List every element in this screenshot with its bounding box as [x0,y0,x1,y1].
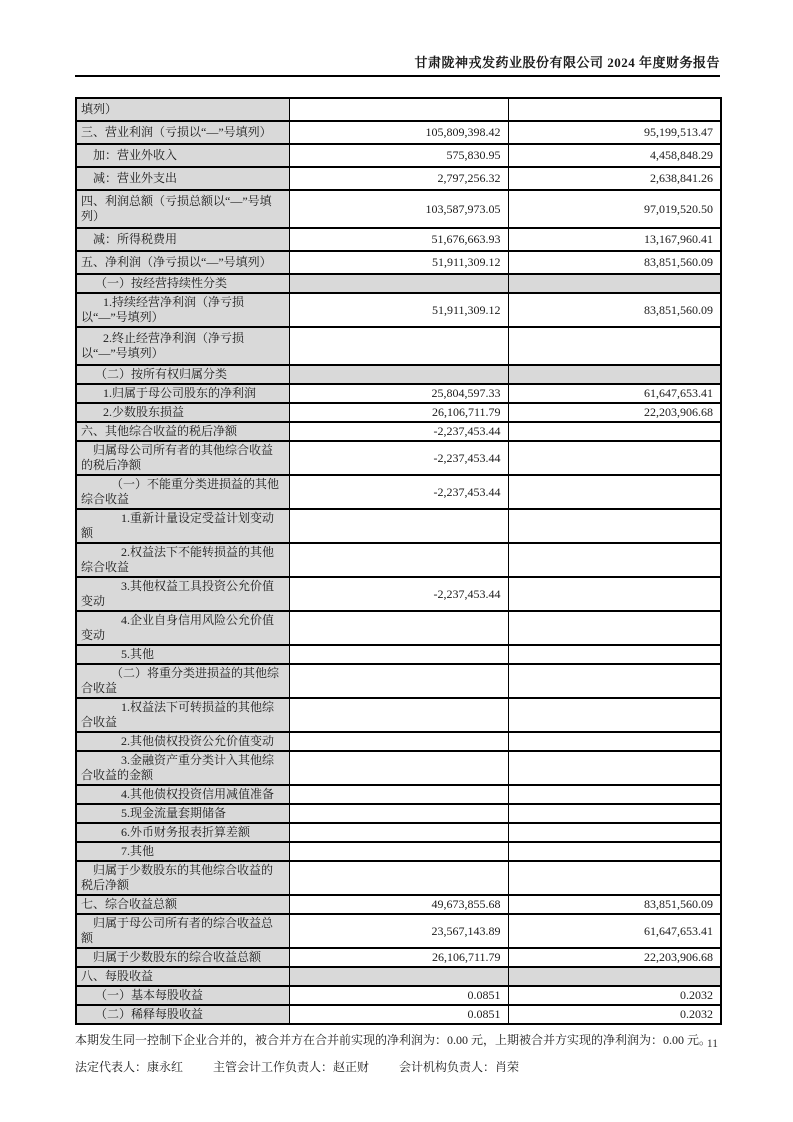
current-period-value [289,823,508,842]
table-row [76,842,721,861]
current-period-value [289,365,508,384]
prior-period-value [508,509,721,543]
prior-period-value: 83,851,560.09 [508,293,721,327]
current-period-value [289,611,508,645]
prior-period-value [508,543,721,577]
current-period-value [289,327,508,365]
row-label: 1.归属于母公司股东的净利润 [76,384,289,403]
current-period-value: 2,797,256.32 [289,167,508,190]
prior-period-value: 22,203,906.68 [508,948,721,967]
row-label: 归属于少数股东的其他综合收益的税后净额 [76,861,289,895]
prior-period-value [508,732,721,751]
row-label: 五、净利润（净亏损以“—”号填列） [76,251,289,274]
current-period-value [289,785,508,804]
prior-period-value: 13,167,960.41 [508,228,721,251]
prior-period-value: 83,851,560.09 [508,251,721,274]
table-row [76,190,721,228]
table-row [76,785,721,804]
income-statement-table [75,97,722,1025]
row-label: 4.其他债权投资信用减值准备 [76,785,289,804]
table-row [76,274,721,293]
row-label: （一）基本每股收益 [76,986,289,1005]
current-period-value: 0.0851 [289,1005,508,1024]
signature-line [75,1058,720,1075]
row-label: 2.权益法下不能转损益的其他综合收益 [76,543,289,577]
row-label: 六、其他综合收益的税后净额 [76,422,289,441]
prior-period-value [508,441,721,475]
page-content [75,0,720,1075]
row-label: 1.持续经营净利润（净亏损以“—”号填列） [76,293,289,327]
prior-period-value: 0.2032 [508,986,721,1005]
prior-period-value [508,422,721,441]
current-period-value [289,98,508,121]
row-label: 2.少数股东损益 [76,403,289,422]
prior-period-value [508,842,721,861]
table-row [76,441,721,475]
table-row [76,861,721,895]
row-label: 5.现金流量套期储备 [76,804,289,823]
current-period-value: 49,673,855.68 [289,895,508,914]
table-row [76,403,721,422]
table-row [76,228,721,251]
prior-period-value: 0.2032 [508,1005,721,1024]
table-row [76,751,721,785]
row-label: 归属母公司所有者的其他综合收益的税后净额 [76,441,289,475]
current-period-value: 575,830.95 [289,144,508,167]
income-statement-body [76,98,721,1024]
table-row [76,293,721,327]
row-label: （二）按所有权归属分类 [76,365,289,384]
row-label: 5.其他 [76,645,289,664]
prior-period-value [508,365,721,384]
table-row [76,1005,721,1024]
table-row [76,914,721,948]
row-label: （一）不能重分类进损益的其他综合收益 [76,475,289,509]
current-period-value: 0.0851 [289,986,508,1005]
current-period-value [289,861,508,895]
prior-period-value [508,645,721,664]
table-row [76,823,721,842]
prior-period-value: 2,638,841.26 [508,167,721,190]
current-period-value: 51,676,663.93 [289,228,508,251]
table-row [76,664,721,698]
table-row [76,895,721,914]
table-row [76,384,721,403]
table-row [76,144,721,167]
prior-period-value [508,98,721,121]
table-row [76,543,721,577]
row-label: （二）将重分类进损益的其他综合收益 [76,664,289,698]
table-row [76,98,721,121]
current-period-value [289,751,508,785]
chief-accounting-officer: 主管会计工作负责人：赵正财 [213,1060,370,1074]
prior-period-value [508,577,721,611]
current-period-value [289,509,508,543]
row-label: 归属于少数股东的综合收益总额 [76,948,289,967]
page-number: 11 [706,1038,718,1050]
merger-footnote: 本期发生同一控制下企业合并的，被合并方在合并前实现的净利润为：0.00 元，上期被合并方实现的净利润为：0.00 元。 [75,1033,712,1047]
table-row [76,509,721,543]
current-period-value [289,842,508,861]
table-row [76,948,721,967]
table-row [76,611,721,645]
row-label: 3.其他权益工具投资公允价值变动 [76,577,289,611]
current-period-value [289,804,508,823]
row-label: 3.金融资产重分类计入其他综合收益的金额 [76,751,289,785]
current-period-value: 26,106,711.79 [289,403,508,422]
row-label: 7.其他 [76,842,289,861]
prior-period-value [508,274,721,293]
table-row [76,327,721,365]
prior-period-value [508,327,721,365]
row-label: 减：营业外支出 [76,167,289,190]
prior-period-value [508,823,721,842]
row-label: 八、每股收益 [76,967,289,986]
table-row [76,732,721,751]
current-period-value: -2,237,453.44 [289,475,508,509]
table-row [76,645,721,664]
current-period-value: 25,804,597.33 [289,384,508,403]
table-row [76,475,721,509]
current-period-value [289,274,508,293]
header-divider [75,75,720,77]
table-row [76,698,721,732]
table-row [76,986,721,1005]
row-label: 归属于母公司所有者的综合收益总额 [76,914,289,948]
document-header [75,0,720,71]
prior-period-value: 95,199,513.47 [508,121,721,144]
table-row [76,804,721,823]
prior-period-value [508,611,721,645]
current-period-value: 23,567,143.89 [289,914,508,948]
row-label: （一）按经营持续性分类 [76,274,289,293]
prior-period-value: 97,019,520.50 [508,190,721,228]
current-period-value: 105,809,398.42 [289,121,508,144]
prior-period-value: 83,851,560.09 [508,895,721,914]
table-row [76,251,721,274]
row-label: 七、综合收益总额 [76,895,289,914]
table-row [76,121,721,144]
prior-period-value: 22,203,906.68 [508,403,721,422]
current-period-value: 51,911,309.12 [289,251,508,274]
table-row [76,577,721,611]
row-label: 4.企业自身信用风险公允价值变动 [76,611,289,645]
current-period-value [289,967,508,986]
row-label: 2.终止经营净利润（净亏损以“—”号填列） [76,327,289,365]
table-row [76,167,721,190]
row-label: 三、营业利润（亏损以“—”号填列） [76,121,289,144]
legal-representative: 法定代表人：康永红 [75,1060,184,1074]
prior-period-value [508,475,721,509]
prior-period-value: 61,647,653.41 [508,384,721,403]
current-period-value: -2,237,453.44 [289,441,508,475]
prior-period-value [508,751,721,785]
current-period-value: -2,237,453.44 [289,422,508,441]
prior-period-value: 4,458,848.29 [508,144,721,167]
current-period-value [289,698,508,732]
prior-period-value [508,861,721,895]
current-period-value [289,664,508,698]
prior-period-value: 61,647,653.41 [508,914,721,948]
current-period-value: -2,237,453.44 [289,577,508,611]
current-period-value: 26,106,711.79 [289,948,508,967]
row-label: 填列） [76,98,289,121]
row-label: （二）稀释每股收益 [76,1005,289,1024]
row-label: 四、利润总额（亏损总额以“—”号填列） [76,190,289,228]
current-period-value [289,645,508,664]
prior-period-value [508,664,721,698]
report-title: 甘肃陇神戎发药业股份有限公司 2024 年度财务报告 [414,55,720,70]
row-label: 1.重新计量设定受益计划变动额 [76,509,289,543]
row-label: 2.其他债权投资公允价值变动 [76,732,289,751]
prior-period-value [508,785,721,804]
table-row [76,967,721,986]
row-label: 6.外币财务报表折算差额 [76,823,289,842]
prior-period-value [508,698,721,732]
current-period-value [289,732,508,751]
current-period-value: 51,911,309.12 [289,293,508,327]
accounting-department-head: 会计机构负责人：肖荣 [399,1060,520,1074]
current-period-value: 103,587,973.05 [289,190,508,228]
current-period-value [289,543,508,577]
table-row [76,365,721,384]
table-row [76,422,721,441]
row-label: 加：营业外收入 [76,144,289,167]
prior-period-value [508,967,721,986]
prior-period-value [508,804,721,823]
row-label: 1.权益法下可转损益的其他综合收益 [76,698,289,732]
row-label: 减：所得税费用 [76,228,289,251]
